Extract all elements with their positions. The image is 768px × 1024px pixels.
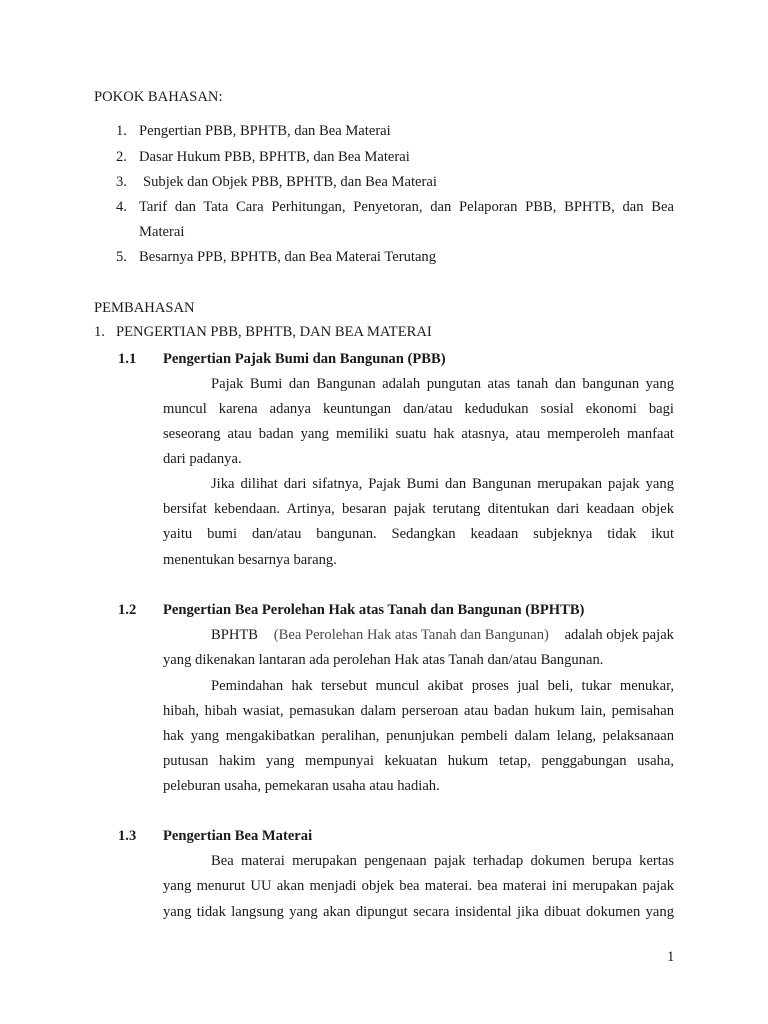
paragraph-line: Bea materai merupakan pengenaan pajak terhadap dokumen berupa kertas — [211, 853, 674, 869]
paragraph-line: peleburan usaha, pemekaran usaha atau hadiah. — [163, 778, 440, 794]
subsection-title: Pengertian Bea Perolehan Hak atas Tanah dan Bangunan (BPHTB) — [163, 602, 585, 618]
list-item-text: Besarnya PPB, BPHTB, dan Bea Materai Terutang — [139, 249, 437, 265]
bphtb-term: BPHTB — [211, 627, 259, 643]
paragraph-line: menentukan besarnya barang. — [163, 552, 337, 568]
list-item-text: Tarif dan Tata Cara Perhitungan, Penyetoran, dan Pelaporan PBB, BPHTB, dan Bea — [139, 199, 674, 215]
list-item-number: 5. — [116, 249, 127, 265]
list-item-number: 1. — [116, 123, 127, 139]
paragraph-line: Jika dilihat dari sifatnya, Pajak Bumi dan Bangunan merupakan pajak yang — [211, 476, 674, 492]
paragraph-line: yang menurut UU akan menjadi objek bea materai. bea materai ini merupakan pajak — [163, 878, 674, 894]
subsection-number: 1.3 — [118, 828, 137, 844]
list-item-number: 4. — [116, 199, 127, 215]
paragraph-line: putusan hakim yang mempunyai kekuatan hukum tetap, penggabungan usaha, — [163, 753, 674, 769]
bphtb-expansion: (Bea Perolehan Hak atas Tanah dan Bangunan) — [273, 627, 549, 643]
paragraph-line: dari padanya. — [163, 451, 242, 467]
paragraph-line: Pemindahan hak tersebut muncul akibat proses jual beli, tukar menukar, — [211, 678, 674, 694]
pembahasan-heading: PEMBAHASAN — [94, 300, 195, 316]
paragraph-line: yaitu bumi dan/atau bangunan. Sedangkan keadaan subjeknya tidak ikut — [163, 526, 674, 542]
list-item-number: 2. — [116, 149, 127, 165]
list-item-number: 3. — [116, 174, 127, 190]
paragraph-line: muncul karena adanya keuntungan dan/atau kedudukan sosial ekonomi bagi — [163, 401, 674, 417]
subsection-title: Pengertian Bea Materai — [163, 828, 313, 844]
list-item-text: Dasar Hukum PBB, BPHTB, dan Bea Materai — [139, 149, 410, 165]
pokok-bahasan-heading: POKOK BAHASAN: — [94, 89, 223, 105]
paragraph-line: yang dikenakan lantaran ada perolehan Hak atas Tanah dan/atau Bangunan. — [163, 652, 604, 668]
paragraph-line: seseorang atau badan yang memiliki suatu hak atasnya, atau memperoleh manfaat — [163, 426, 674, 442]
paragraph-line: yang tidak langsung yang akan dipungut secara insidental jika dibuat dokumen yang — [163, 904, 674, 920]
list-item-text: Subjek dan Objek PBB, BPHTB, dan Bea Materai — [143, 174, 437, 190]
list-item-text: Pengertian PBB, BPHTB, dan Bea Materai — [139, 123, 391, 139]
paragraph-line: Pajak Bumi dan Bangunan adalah pungutan atas tanah dan bangunan yang — [211, 376, 674, 392]
paragraph-line: hibah, hibah wasiat, pemasukan dalam perseroan atau badan hukum lain, pemisahan — [163, 703, 674, 719]
paragraph-line: bersifat kebendaan. Artinya, besaran pajak terutang ditentukan dari keadaan objek — [163, 501, 674, 517]
paragraph-text: adalah objek pajak — [564, 627, 674, 643]
paragraph-line: hak yang mengakibatkan peralihan, penunjukan pembeli dalam lelang, pelaksanaan — [163, 728, 674, 744]
subsection-number: 1.2 — [118, 602, 137, 618]
list-item-text-continued: Materai — [139, 224, 185, 240]
section-title: PENGERTIAN PBB, BPHTB, DAN BEA MATERAI — [116, 324, 432, 340]
subsection-number: 1.1 — [118, 351, 137, 367]
page-number: 1 — [667, 949, 675, 965]
subsection-title: Pengertian Pajak Bumi dan Bangunan (PBB) — [163, 351, 446, 367]
paragraph-line — [211, 626, 674, 644]
section-number: 1. — [94, 324, 105, 340]
